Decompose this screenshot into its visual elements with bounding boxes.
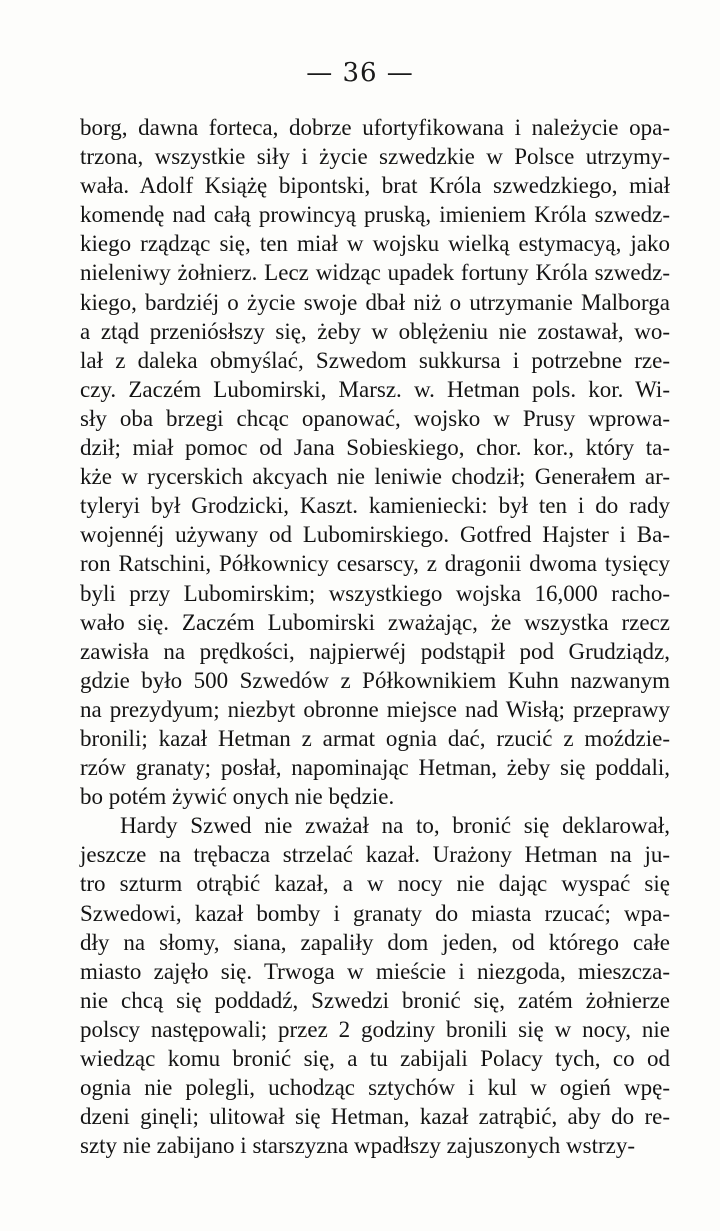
text-line: gdzie było 500 Szwedów z Półkownikiem Kuhn nazwanym — [80, 667, 670, 693]
text-line: czy. Zaczém Lubomirski, Marsz. w. Hetman pols. kor. Wi- — [80, 376, 670, 402]
text-line: kiego, bardziéj o życie swoje dbał niż o utrzymanie Malborga — [80, 289, 670, 315]
text-line: lał z daleka obmyślać, Szwedom sukkursa i potrzebne rze- — [80, 347, 670, 373]
text-line: dły na słomy, siana, zapaliły dom jeden, od którego całe — [80, 929, 670, 955]
text-line: nieleniwy żołnierz. Lecz widząc upadek fortuny Króla szwedz- — [80, 260, 670, 286]
text-line: tro szturm otrąbić kazał, a w nocy nie dając wyspać się — [80, 871, 670, 897]
text-line: ognia nie polegli, uchodząc sztychów i kul w ogień wpę- — [80, 1075, 670, 1101]
text-line: Hardy Szwed nie zważał na to, bronić się deklarował, — [120, 813, 670, 839]
text-line: polscy następowali; przez 2 godziny bronili się w nocy, nie — [80, 1016, 670, 1042]
text-line: kiego rządząc się, ten miał w wojsku wielką estymacyą, jako — [80, 231, 670, 257]
text-line: miasto zajęło się. Trwoga w mieście i niezgoda, mieszczа- — [80, 958, 670, 984]
page-number: — 36 — — [306, 58, 414, 88]
text-line: jeszcze na trębacza strzelać kazał. Urażony Hetman na ju- — [80, 842, 670, 868]
text-line: tyleryi był Grodzicki, Kaszt. kamieniecki: był ten i do rady — [80, 493, 670, 519]
text-line: wała. Adolf Książę bipontski, brat Króla szwedzkiego, miał — [80, 173, 670, 199]
paragraph — [80, 811, 670, 1160]
text-line: kże w rycerskich akcyach nie leniwie chodził; Generałem ar- — [80, 464, 670, 490]
text-line: nie chcą się poddadź, Szwedzi bronić się, zatém żołnierze — [80, 987, 670, 1013]
text-line: zawisła na prędkości, najpierwéj podstąpił pod Grudziądz, — [80, 638, 670, 664]
text-line: a ztąd przeniósłszy się, żeby w oblężeniu nie zostawał, wo- — [80, 318, 670, 344]
text-line: trzona, wszystkie siły i życie szwedzkie w Polsce utrzymy- — [80, 144, 670, 170]
text-line: bo potém żywić onych nie będzie. — [80, 784, 395, 810]
text-line: ron Ratschini, Półkownicy cesarscy, z dragonii dwoma tysięcy — [80, 551, 670, 577]
text-line: bronili; kazał Hetman z armat ognia dać, rzucić z moździe- — [80, 725, 670, 751]
text-line: byli przy Lubomirskim; wszystkiego wojska 16,000 racho- — [80, 580, 670, 606]
text-line: dził; miał pomoc od Jana Sobieskiego, chor. kor., który ta- — [80, 435, 670, 461]
text-line: sły oba brzegi chcąc opanować, wojsko w Prusy wprowa- — [80, 405, 670, 431]
text-line: komendę nad całą prowincyą pruską, imieniem Króla szwedz- — [80, 202, 670, 228]
body-text — [80, 113, 670, 1160]
text-line: wiedząc komu bronić się, a tu zabijali Polacy tych, co od — [80, 1046, 670, 1071]
paragraph — [80, 113, 670, 811]
text-line: na prezydyum; niezbyt obronne miejsce nad Wisłą; przeprawy — [80, 696, 670, 722]
text-line: borg, dawna forteca, dobrze ufortyfikowana i należycie opa- — [80, 115, 670, 140]
text-line: wało się. Zaczém Lubomirski zważając, że wszystka rzecz — [80, 609, 670, 635]
text-line: wojennéj używany od Lubomirskiego. Gotfred Hajster i Ba- — [80, 522, 670, 548]
text-line: dzeni ginęli; ulitował się Hetman, kazał zatrąbić, aby do re- — [80, 1104, 670, 1130]
text-line: szty nie zabijano i starszyzna wpadłszy zajuszonych wstrzy- — [80, 1133, 635, 1159]
text-line: Szwedowi, kazał bomby i granaty do miasta rzucać; wpa- — [80, 900, 670, 926]
text-line: rzów granaty; posłał, napominając Hetman, żeby się poddali, — [80, 755, 670, 781]
